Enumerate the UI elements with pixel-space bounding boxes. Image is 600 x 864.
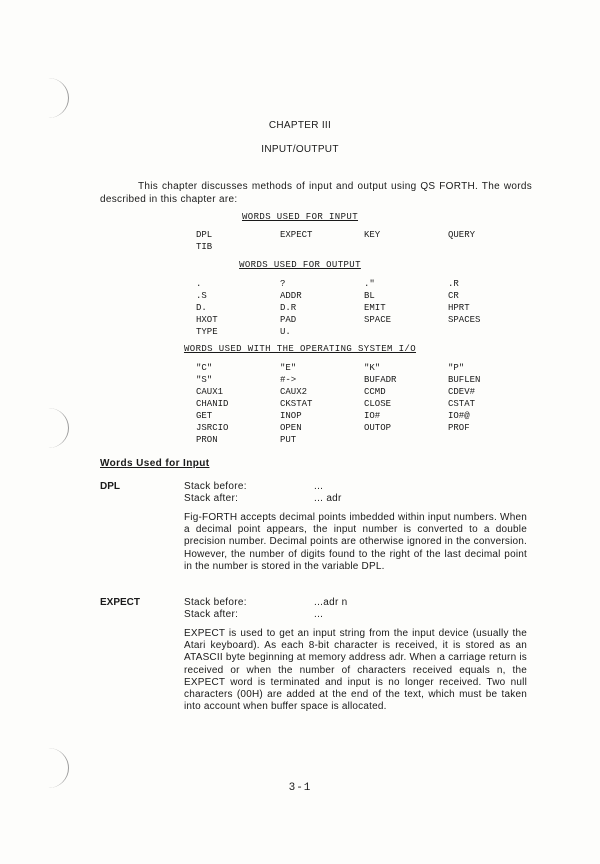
word-cell: HXOT bbox=[196, 315, 218, 325]
punch-hole-top bbox=[28, 78, 69, 118]
table-row bbox=[0, 291, 600, 303]
word-cell: IO# bbox=[364, 411, 381, 421]
word-cell: SPACE bbox=[364, 315, 392, 325]
word-cell: PUT bbox=[280, 435, 297, 445]
word-cell: EMIT bbox=[364, 303, 386, 313]
word-cell: CHANID bbox=[196, 399, 229, 409]
word-cell: ? bbox=[280, 279, 286, 289]
word-cell: INOP bbox=[280, 411, 302, 421]
table-row bbox=[0, 363, 600, 375]
word-cell: BL bbox=[364, 291, 375, 301]
word-cell: DPL bbox=[196, 230, 213, 240]
word-cell: PRON bbox=[196, 435, 218, 445]
table-row bbox=[0, 279, 600, 291]
table-row bbox=[0, 423, 600, 435]
stack-after-label: Stack after: bbox=[184, 493, 239, 504]
word-cell: OUTOP bbox=[364, 423, 392, 433]
chapter-number: CHAPTER III bbox=[268, 120, 332, 131]
word-cell: JSRCIO bbox=[196, 423, 229, 433]
entry-name-expect: EXPECT bbox=[100, 597, 141, 608]
entry-description-dpl: Fig-FORTH accepts decimal points imbedded within input numbers. When a decimal point appears, the input number is converted to a double precision number. Decimal points are otherwise ignored in the conversion. However, the number of digits found to the right of the last decimal point in the number is stored in the variable DPL. bbox=[184, 512, 527, 572]
stack-before-value: ...adr n bbox=[314, 597, 348, 608]
table-row bbox=[0, 387, 600, 399]
word-cell: .R bbox=[448, 279, 459, 289]
words-input-section-heading: Words Used for Input bbox=[100, 458, 210, 469]
word-cell: IO#@ bbox=[448, 411, 470, 421]
word-cell: .S bbox=[196, 291, 207, 301]
word-cell: TYPE bbox=[196, 327, 218, 337]
word-cell: BUFLEN bbox=[448, 375, 481, 385]
table-row bbox=[0, 242, 600, 254]
word-cell: CSTAT bbox=[448, 399, 476, 409]
stack-after-value: ... adr bbox=[314, 493, 342, 504]
word-cell: EXPECT bbox=[280, 230, 313, 240]
chapter-title: INPUT/OUTPUT bbox=[261, 144, 339, 155]
stack-before-label: Stack before: bbox=[184, 597, 247, 608]
intro-paragraph: This chapter discusses methods of input and output using QS FORTH. The words described in this chapter are: bbox=[100, 181, 532, 205]
word-cell: QUERY bbox=[448, 230, 476, 240]
output-words-heading: WORDS USED FOR OUTPUT bbox=[239, 260, 361, 270]
table-row bbox=[0, 435, 600, 447]
word-cell: "E" bbox=[280, 363, 297, 373]
word-cell: BUFADR bbox=[364, 375, 397, 385]
word-cell: D.R bbox=[280, 303, 297, 313]
os-words-heading: WORDS USED WITH THE OPERATING SYSTEM I/O bbox=[183, 344, 417, 354]
word-cell: CKSTAT bbox=[280, 399, 313, 409]
stack-before-value: ... bbox=[314, 481, 324, 492]
word-cell: HPRT bbox=[448, 303, 470, 313]
stack-before-label: Stack before: bbox=[184, 481, 247, 492]
word-cell: CDEV# bbox=[448, 387, 476, 397]
table-row bbox=[0, 375, 600, 387]
word-cell: "P" bbox=[448, 363, 465, 373]
word-cell: CAUX2 bbox=[280, 387, 308, 397]
word-cell: ADDR bbox=[280, 291, 302, 301]
stack-after-value: ... bbox=[314, 609, 324, 620]
word-cell: #-> bbox=[280, 375, 297, 385]
entry-name-dpl: DPL bbox=[100, 481, 120, 492]
word-cell: TIB bbox=[196, 242, 213, 252]
stack-after-label: Stack after: bbox=[184, 609, 239, 620]
page-number: 3-1 bbox=[288, 782, 312, 794]
word-cell: CAUX1 bbox=[196, 387, 224, 397]
table-row bbox=[0, 411, 600, 423]
table-row bbox=[0, 303, 600, 315]
word-cell: ." bbox=[364, 279, 375, 289]
table-row bbox=[0, 315, 600, 327]
word-cell: KEY bbox=[364, 230, 381, 240]
table-row bbox=[0, 230, 600, 242]
word-cell: SPACES bbox=[448, 315, 481, 325]
word-cell: "C" bbox=[196, 363, 213, 373]
word-cell: OPEN bbox=[280, 423, 302, 433]
word-cell: CCMD bbox=[364, 387, 386, 397]
word-cell: U. bbox=[280, 327, 291, 337]
input-words-heading: WORDS USED FOR INPUT bbox=[241, 212, 359, 222]
word-cell: D. bbox=[196, 303, 207, 313]
word-cell: "K" bbox=[364, 363, 381, 373]
word-cell: . bbox=[196, 279, 202, 289]
entry-description-expect: EXPECT is used to get an input string from the input device (usually the Atari keyboard). As each 8-bit character is received, it is stored as an ATASCII byte beginning at memory address adr. When a carriage return is received or when the number of characters received equals n, the EXPECT word is terminated and input is no longer received. Two null characters (00H) are added at the end of the text, which must be taken into account when buffer space is allocated. bbox=[184, 628, 527, 713]
word-cell: PROF bbox=[448, 423, 470, 433]
word-cell: CLOSE bbox=[364, 399, 392, 409]
word-cell: "S" bbox=[196, 375, 213, 385]
word-cell: PAD bbox=[280, 315, 297, 325]
word-cell: CR bbox=[448, 291, 459, 301]
table-row bbox=[0, 327, 600, 339]
table-row bbox=[0, 399, 600, 411]
word-cell: GET bbox=[196, 411, 213, 421]
